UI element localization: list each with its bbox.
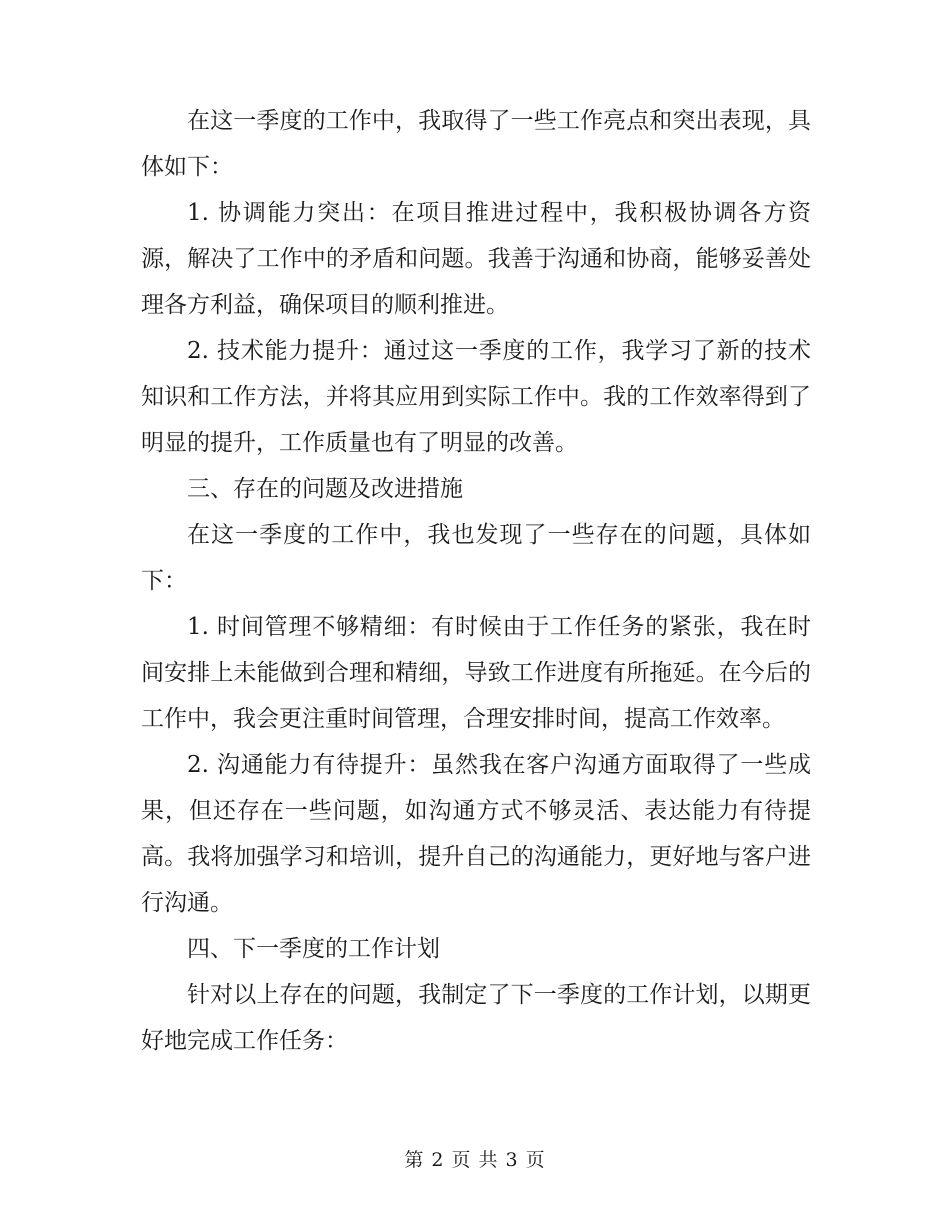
section-heading-next-plan: 四、下一季度的工作计划 <box>187 936 440 962</box>
page-number-footer: 第 2 页 共 3 页 <box>404 1149 546 1171</box>
paragraph-technical-skills: 2. 技术能力提升：通过这一季度的工作，我学习了新的技术知识和工作方法，并将其应用到实际工作中。我的工作效率得到了明显的提升，工作质量也有了明显的改善。 <box>141 338 811 456</box>
paragraph-communication: 2. 沟通能力有待提升：虽然我在客户沟通方面取得了一些成果，但还存在一些问题，如沟通方式不够灵活、表达能力有待提高。我将加强学习和培训，提升自己的沟通能力，更好地与客户进行沟通。 <box>141 752 811 916</box>
section-heading-problems: 三、存在的问题及改进措施 <box>187 476 463 502</box>
paragraph-time-management: 1. 时间管理不够精细：有时候由于工作任务的紧张，我在时间安排上未能做到合理和精细，导致工作进度有所拖延。在今后的工作中，我会更注重时间管理，合理安排时间，提高工作效率。 <box>141 614 811 732</box>
paragraph-coordination: 1. 协调能力突出：在项目推进过程中，我积极协调各方资源，解决了工作中的矛盾和问题。我善于沟通和协商，能够妥善处理各方利益，确保项目的顺利推进。 <box>141 200 811 318</box>
paragraph-problems-intro: 在这一季度的工作中，我也发现了一些存在的问题，具体如下： <box>141 522 811 594</box>
paragraph-plan-intro: 针对以上存在的问题，我制定了下一季度的工作计划，以期更好地完成工作任务： <box>141 982 811 1054</box>
paragraph-highlights-intro: 在这一季度的工作中，我取得了一些工作亮点和突出表现，具体如下： <box>141 108 811 180</box>
document-body <box>141 98 811 1064</box>
